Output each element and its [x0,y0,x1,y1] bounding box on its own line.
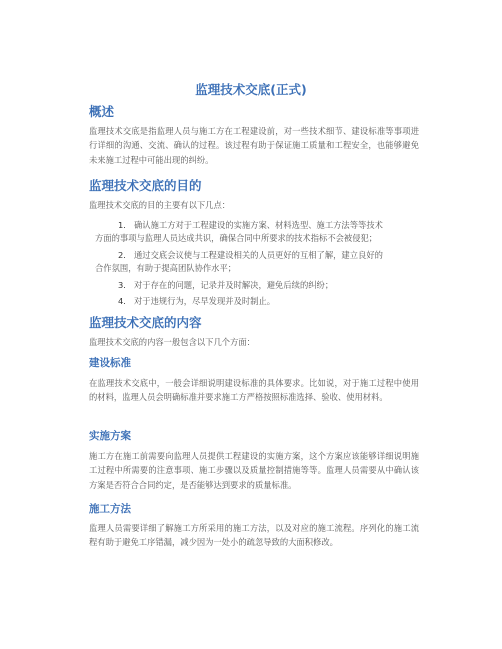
heading-method: 施工方法 [89,503,131,515]
heading-purpose: 监理技术交底的目的 [89,178,202,193]
list-item-text: 通过交底会议使与工程建设相关的人员更好的互相了解，建立良好的 [134,250,383,260]
heading-standards: 建设标准 [89,357,131,369]
standards-paragraph: 在监理技术交底中，一般会详细说明建设标准的具体要求。比如说，对于施工过程中使用的材料，监理人员会明确标准并要求施工方严格按照标准选择、验收、使用材料。 [89,378,419,403]
heading-overview: 概述 [89,104,115,119]
content-intro: 监理技术交底的内容一般包含以下几个方面： [89,337,255,347]
list-item-text: 对于违规行为，尽早发现并及时制止。 [134,296,276,306]
purpose-list-item [89,295,421,308]
list-number: 1. [118,220,126,230]
plan-paragraph: 施工方在施工前需要向监理人员提供工程建设的实施方案，这个方案应该能够详细说明施工过程中所需要的注意事项、施工步骤以及质量控制措施等等。监理人员需要从中确认该方案是否符合合同约定，是否能够达到要求的质量标准。 [89,451,419,490]
method-paragraph: 监理人员需要详细了解施工方所采用的施工方法，以及对应的施工流程。序列化的施工流程有助于避免工序错漏，减少因为一处小的疏忽导致的大面积修改。 [89,523,419,548]
overview-paragraph: 监理技术交底是指监理人员与施工方在工程建设前，对一些技术细节、建设标准等事项进行详细的沟通、交流、确认的过程。该过程有助于保证施工质量和工程安全，也能够避免未来施工过程中可能出现的纠纷。 [89,126,419,165]
list-number: 3. [118,280,126,290]
list-item-text: 确认施工方对于工程建设的实施方案、材料选型、施工方法等等技术 [134,220,383,230]
heading-plan: 实施方案 [89,430,131,442]
page-title: 监理技术交底(正式) [195,82,307,97]
purpose-intro: 监理技术交底的目的主要有以下几点： [89,200,231,210]
purpose-list-item [89,219,421,244]
list-item-continuation: 合作氛围，有助于提高团队协作水平； [95,262,237,273]
purpose-list-item [89,249,421,274]
list-number: 4. [118,296,126,306]
list-item-text: 对于存在的问题，记录并及时解决，避免后续的纠纷； [134,280,334,290]
heading-content: 监理技术交底的内容 [89,315,202,330]
list-number: 2. [118,250,126,260]
list-item-continuation: 方面的事项与监理人员达成共识，确保合同中所要求的技术指标不会被侵犯； [95,232,378,243]
purpose-list-item [89,279,421,292]
